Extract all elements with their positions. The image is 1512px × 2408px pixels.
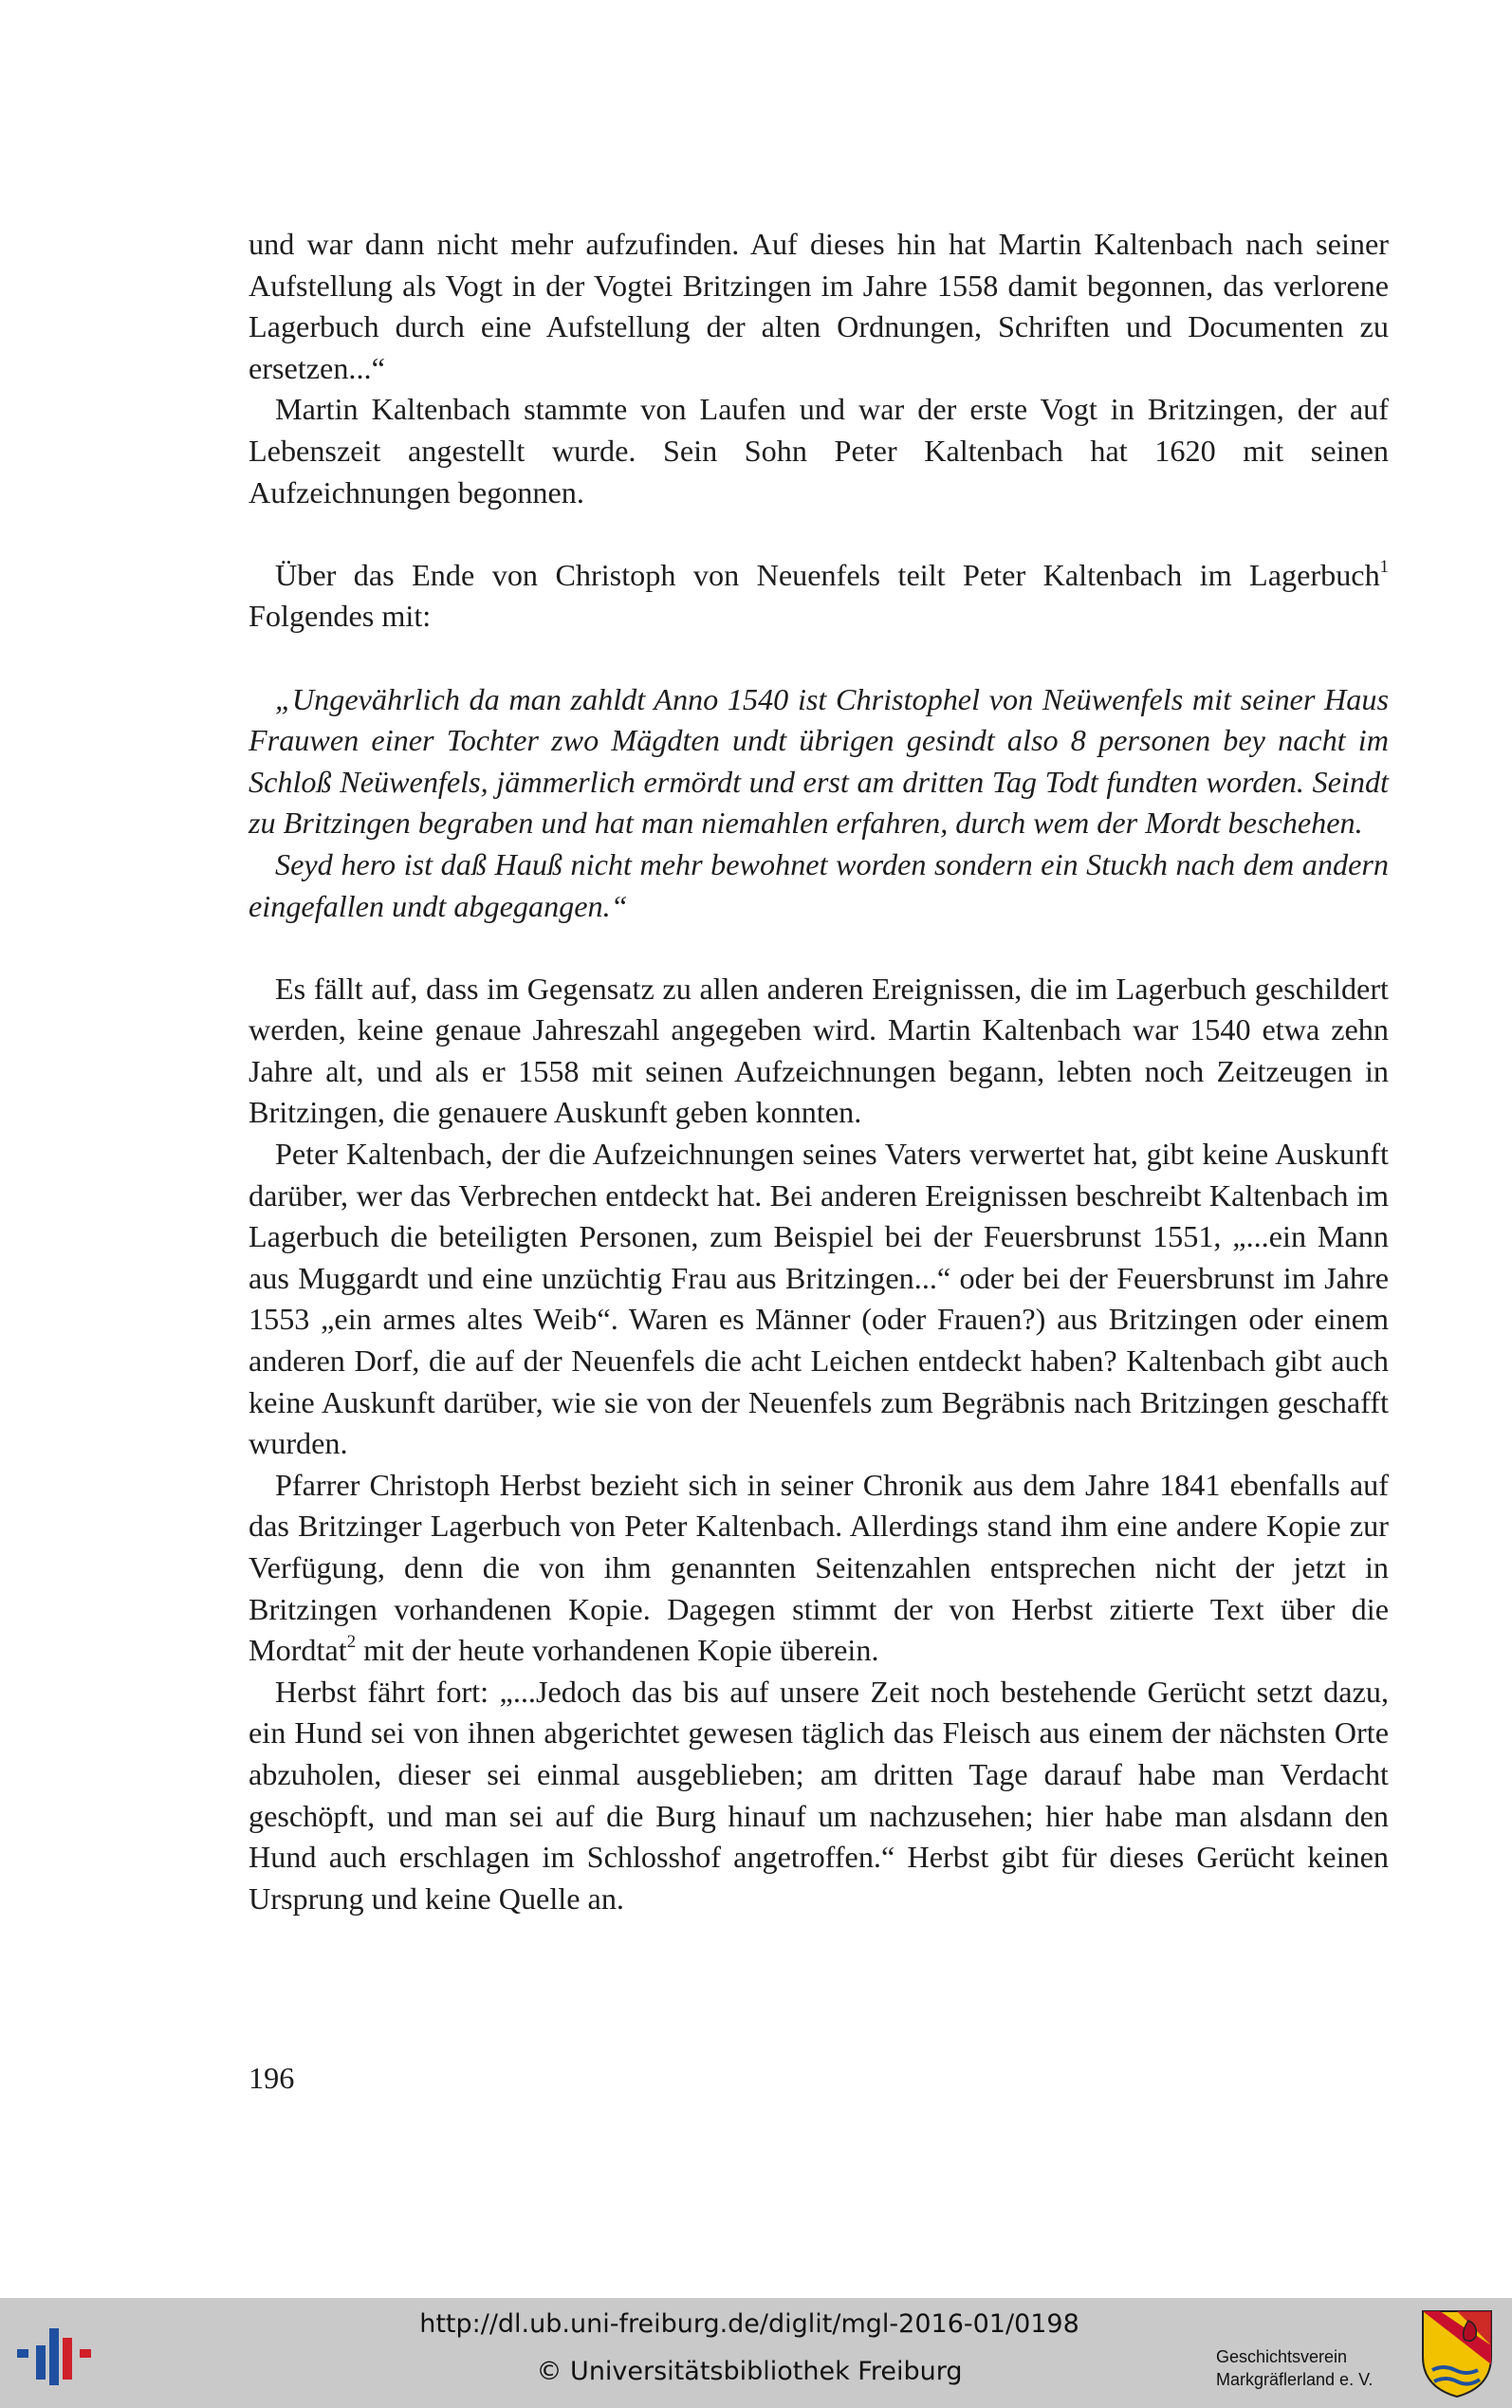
society-name-line-1: Geschichtsverein	[1216, 2347, 1348, 2366]
paragraph-3-text: Über das Ende von Christoph von Neuenfels teilt Peter Kaltenbach im Lagerbuch	[275, 557, 1380, 592]
coat-of-arms-icon	[1419, 2307, 1495, 2399]
paragraph-3	[249, 555, 1389, 638]
footer-bar	[0, 2298, 1512, 2408]
paragraph-6-tail: mit der heute vorhandenen Kopie überein.	[356, 1633, 879, 1668]
spacer	[249, 513, 1389, 555]
quote-paragraph-1: „Ungevährlich da man zahldt Anno 1540 ist Christophel von Neüwenfels mit seiner Haus Frauwen einer Tochter zwo Mägdten undt übrigen gesindt also 8 personen bey nacht im Schloß Neüwenfels, jämmerlich ermördt und erst am dritten Tag Todt fundten worden. Seindt zu Britzingen begraben und hat man niemahlen erfahren, durch wem der Mordt beschehen.	[249, 681, 1389, 841]
paragraph-5: Peter Kaltenbach, der die Aufzeichnungen seines Vaters verwertet hat, gibt keine Auskunft darüber, wer das Verbrechen entdeckt hat. Bei anderen Ereignissen beschreibt Kaltenbach im Lagerbuch die beteiligten Personen, zum Beispiel bei der Feuersbrunst 1551, „...ein Mann aus Muggardt und eine unzüchtig Frau aus Britzingen...“ oder bei der Feuersbrunst im Jahre 1553 „ein armes altes Weib“. Waren es Männer (oder Frauen?) aus Britzingen oder einem anderen Dorf, die auf der Neuenfels die acht Leichen entdeckt haben? Kaltenbach gibt auch keine Auskunft darüber, wie sie von der Neuenfels zum Begräbnis nach Britzingen geschafft wurden.	[249, 1137, 1389, 1461]
paragraph-6	[249, 1465, 1389, 1672]
paragraph-4: Es fällt auf, dass im Gegensatz zu allen anderen Ereignissen, die im Lagerbuch geschildert werden, keine genaue Jahreszahl angegeben wird. Martin Kaltenbach war 1540 etwa zehn Jahre alt, und als er 1558 mit seinen Aufzeichnungen begann, lebten noch Zeitzeugen in Britzingen, die genauere Auskunft geben konnten.	[249, 971, 1389, 1130]
page-number: 196	[249, 2061, 295, 2095]
footnote-ref-2: 2	[346, 1632, 357, 1653]
footer-copyright: © Universitätsbibliothek Freiburg	[536, 2357, 963, 2386]
society-name	[1216, 2345, 1406, 2391]
paragraph-7: Herbst fährt fort: „...Jedoch das bis auf unsere Zeit noch bestehende Gerücht setzt dazu, ein Hund sei von ihnen abgerichtet gewesen täglich das Fleisch aus einem der nächsten Orte abzuholen, dieser sei einmal ausgeblieben; am dritten Tage darauf habe man Verdacht geschöpft, und man sei auf die Burg hinauf um nachzusehen; hier habe man alsdann den Hund auch erschlagen im Schlosshof angetroffen.“ Herbst gibt für dieses Gerücht keinen Ursprung und keine Quelle an.	[249, 1674, 1389, 1916]
page-body	[249, 224, 1389, 1919]
spacer	[249, 638, 1389, 679]
paragraph-6-text: Pfarrer Christoph Herbst bezieht sich in seiner Chronik aus dem Jahre 1841 ebenfalls auf das Britzinger Lagerbuch von Peter Kaltenbach. Allerdings stand ihm eine andere Kopie zur Verfügung, denn die von ihm genannten Seitenzahlen entsprechen nicht der jetzt in Britzingen vorhandenen Kopie. Dagegen stimmt der von Herbst zitierte Text über die Mordtat	[249, 1467, 1389, 1668]
society-name-line-2: Markgräflerland e. V.	[1216, 2370, 1374, 2389]
footer-url-link[interactable]: http://dl.ub.uni-freiburg.de/diglit/mgl-2016-01/0198	[419, 2309, 1079, 2339]
library-logo-icon	[13, 2317, 99, 2393]
spacer	[249, 927, 1389, 969]
paragraph-1: und war dann nicht mehr aufzufinden. Auf dieses hin hat Martin Kaltenbach nach seiner Aufstellung als Vogt in der Vogtei Britzingen im Jahre 1558 damit begonnen, das verlorene Lagerbuch durch eine Aufstellung der alten Ordnungen, Schriften und Documenten zu ersetzen...“	[249, 227, 1389, 385]
quote-paragraph-2: Seyd hero ist daß Hauß nicht mehr bewohnet worden sondern ein Stuckh nach dem andern eingefallen undt abgegangen.“	[249, 846, 1389, 923]
footnote-ref-1: 1	[1379, 556, 1389, 577]
paragraph-3-tail: Folgendes mit:	[249, 599, 432, 634]
paragraph-2: Martin Kaltenbach stammte von Laufen und war der erste Vogt in Britzingen, der auf Lebenszeit angestellt wurde. Sein Sohn Peter Kaltenbach hat 1620 mit seinen Aufzeichnungen begonnen.	[249, 392, 1389, 509]
